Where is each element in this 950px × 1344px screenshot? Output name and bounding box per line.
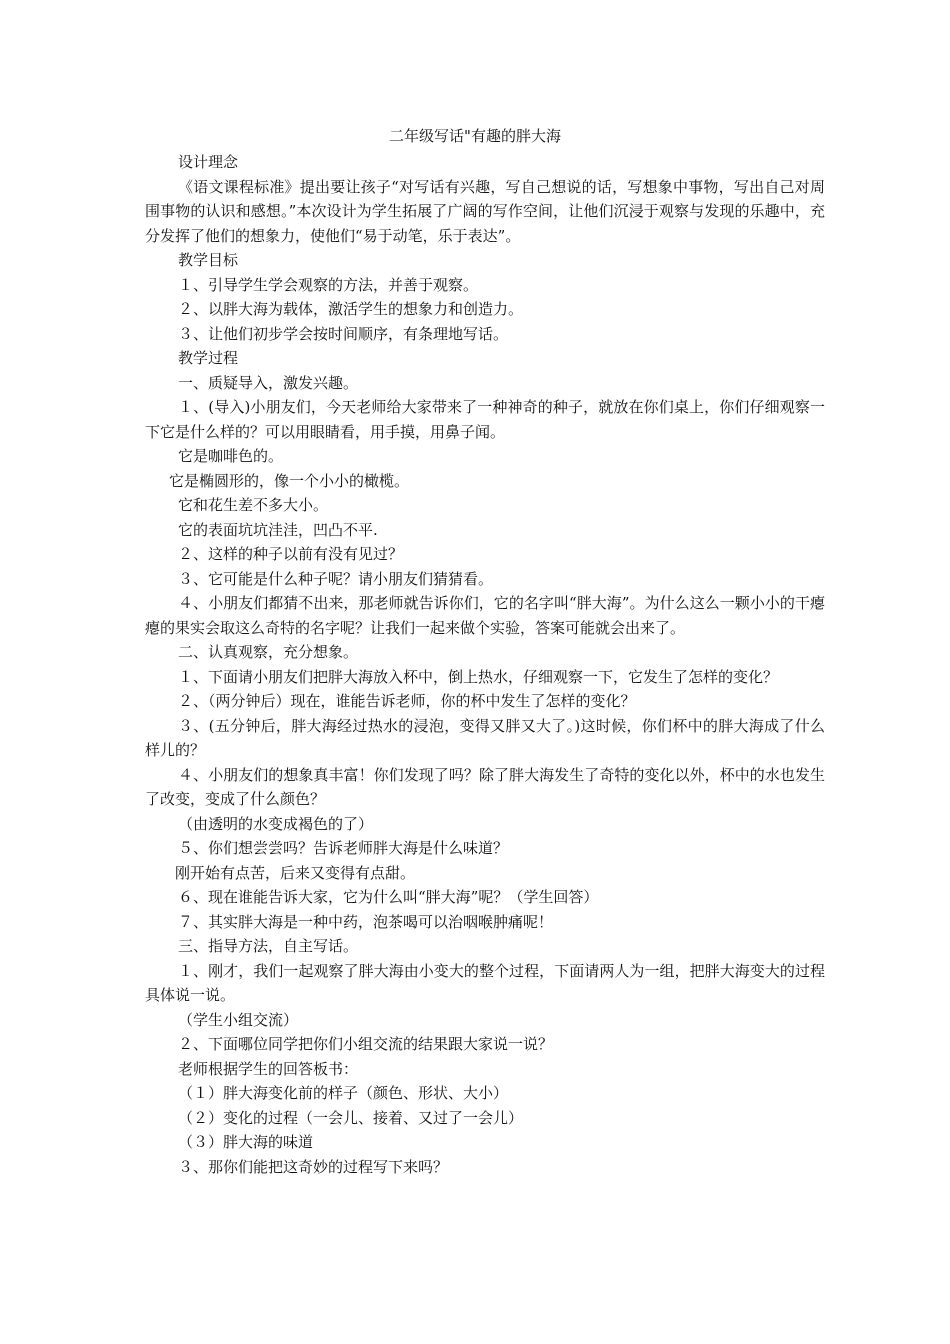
section-heading: 教学过程 [178,349,239,367]
paragraph: １、(导入)小朋友们，今天老师给大家带来了一种神奇的种子，就放在你们桌上，你们仔细观察一下它是什么样的？可以用眼睛看，用手摸，用鼻子闻。 [145,398,825,441]
paragraph: 它和花生差不多大小。 [178,496,329,514]
paragraph: 它是椭圆形的，像一个小小的橄榄。 [169,471,410,490]
list-item: （２）变化的过程（一会儿、接着、又过了一会儿） [178,1108,524,1127]
list-item: ７、其实胖大海是一种中药，泡茶喝可以治咽喉肿痛呢！ [178,912,554,931]
list-item: ３、(五分钟后，胖大海经过热水的浸泡，变得又胖又大了。)这时候，你们杯中的胖大海成了什么样儿的？ [145,716,825,759]
paragraph: 《语文课程标准》提出要让孩子“对写话有兴趣，写自己想说的话，写想象中事物，写出自己对周围事物的认识和感想。”本次设计为学生拓展了广阔的写作空间，让他们沉浸于观察与发现的乐趣中，充分发挥了他们的想象力，使他们“易于动笔，乐于表达”。 [145,177,825,245]
paragraph: 刚开始有点苦，后来又变得有点甜。 [175,863,416,882]
list-item: １、刚才，我们一起观察了胖大海由小变大的整个过程，下面请两人为一组，把胖大海变大的过程具体说一说。 [145,961,825,1004]
section-heading: 教学目标 [178,251,239,269]
list-item: １、引导学生学会观察的方法，并善于观察。 [178,275,479,294]
subsection-heading: 三、指导方法，自主写话。 [178,937,359,955]
document-body [145,150,825,1179]
list-item: ４、小朋友们都猜不出来，那老师就告诉你们，它的名字叫“胖大海”。为什么这么一颗小小的干瘪瘪的果实会取这么奇特的名字呢？让我们一起来做个实验，答案可能就会出来了。 [145,594,825,637]
list-item: ２、下面哪位同学把你们小组交流的结果跟大家说一说？ [178,1035,554,1053]
section-heading: 设计理念 [178,153,239,171]
paragraph: 它是咖啡色的。 [178,447,284,465]
list-item: ３、它可能是什么种子呢？请小朋友们猜猜看。 [178,569,494,588]
subsection-heading: 二、认真观察，充分想象。 [178,643,359,661]
list-item: １、下面请小朋友们把胖大海放入杯中，倒上热水，仔细观察一下，它发生了怎样的变化？ [178,667,779,686]
subsection-heading: 一、质疑导入，激发兴趣。 [178,373,359,392]
list-item: ４、小朋友们的想象真丰富！你们发现了吗？除了胖大海发生了奇特的变化以外，杯中的水也发生了改变，变成了什么颜色？ [145,765,825,808]
list-item: ３、那你们能把这奇妙的过程写下来吗？ [178,1157,449,1176]
list-item: ６、现在谁能告诉大家，它为什么叫“胖大海”呢？（学生回答） [178,888,599,906]
paragraph: 老师根据学生的回答板书： [178,1059,359,1078]
document-title: 二年级写话"有趣的胖大海 [389,127,561,145]
list-item: （１）胖大海变化前的样子（颜色、形状、大小） [178,1084,509,1102]
paragraph: 它的表面坑坑洼洼，凹凸不平. [178,520,378,539]
list-item: ２、（两分钟后）现在，谁能告诉老师，你的杯中发生了怎样的变化？ [178,692,636,710]
list-item: ２、这样的种子以前有没有见过？ [178,545,404,563]
list-item: ５、你们想尝尝吗？告诉老师胖大海是什么味道？ [178,839,509,857]
paragraph: （由透明的水变成褐色的了） [178,814,374,833]
list-item: ２、以胖大海为载体，激活学生的想象力和创造力。 [178,300,524,318]
list-item: ３、让他们初步学会按时间顺序，有条理地写话。 [178,324,509,343]
paragraph: （学生小组交流） [178,1010,299,1029]
list-item: （３）胖大海的味道 [178,1133,314,1151]
